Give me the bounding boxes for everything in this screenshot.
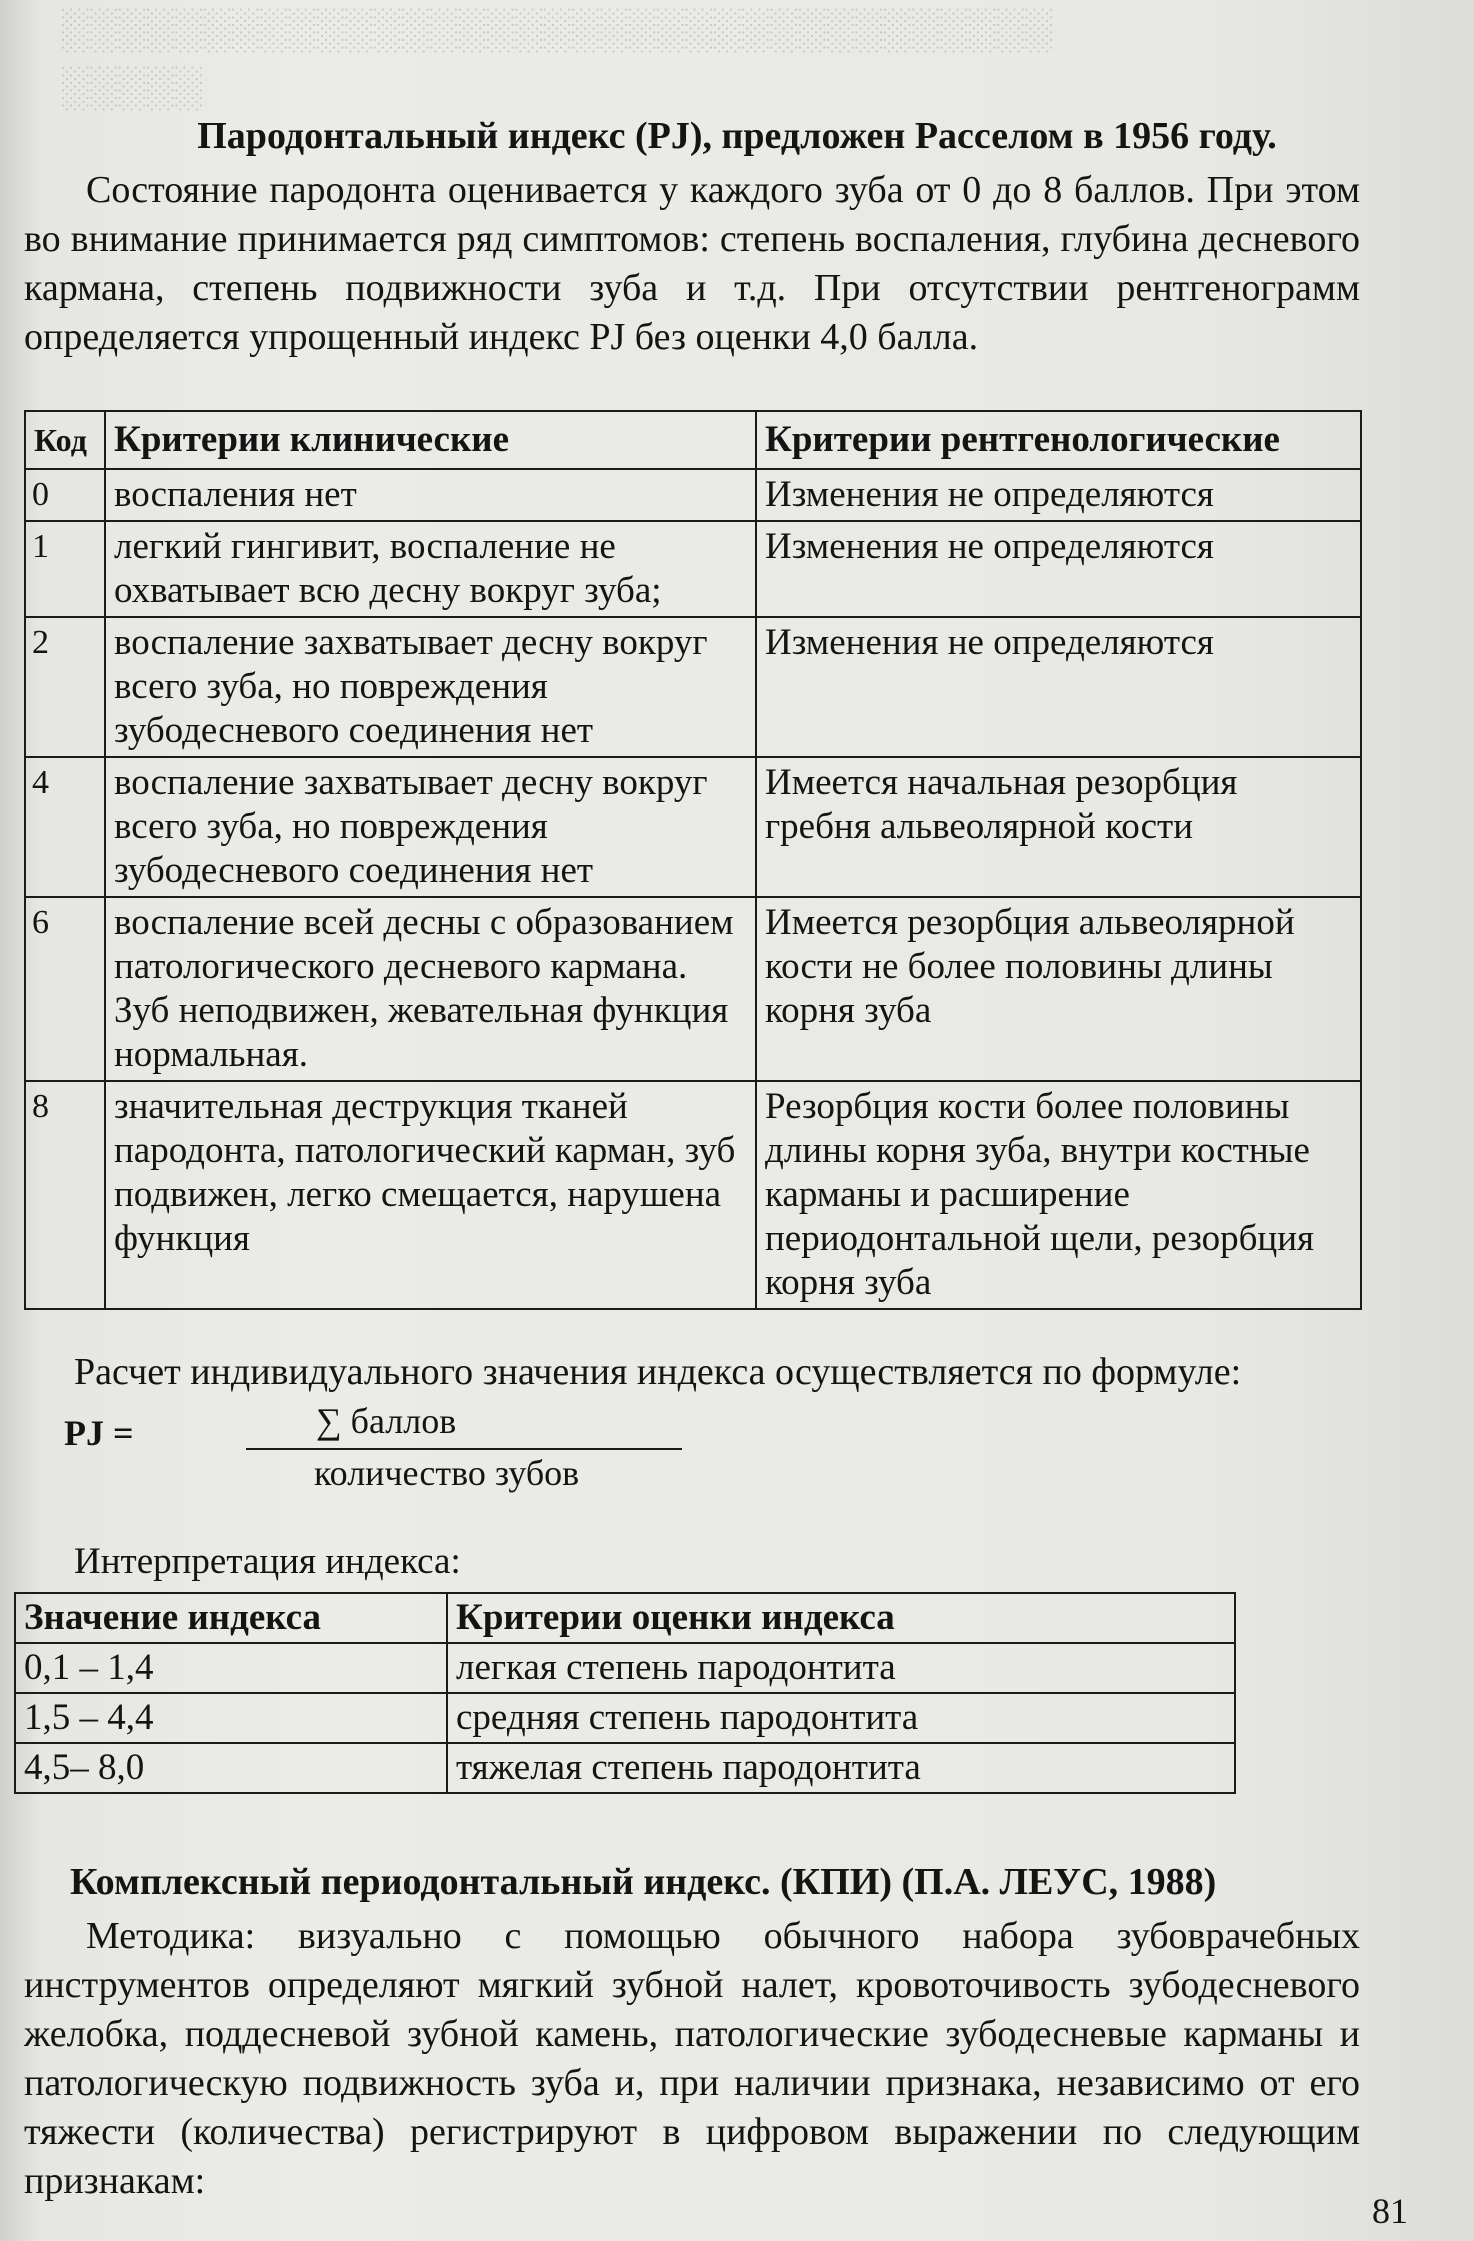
index-value: 4,5– 8,0 [15,1743,447,1793]
row-xray: Имеется начальная резорбция гребня альвеолярной кости [756,757,1361,897]
paragraph-kpi-text: Методика: визуально с помощью обычного набора зубоврачебных инструментов определяют мягкий зубной налет, кровоточивость зубодесневого желобка, поддесневой зубной камень, патологические зубодесневые карманы и патологическую подвижность зуба и, при наличии признака, независимо от его тяжести (количества) регистрируют в цифровом выражении по следующим признакам: [24,1915,1360,2202]
header-index-value: Значение индекса [15,1593,447,1643]
index-value: 0,1 – 1,4 [15,1643,447,1693]
formula-intro [24,1348,1360,1397]
index-criterion: тяжелая степень пародонтита [447,1743,1235,1793]
table-row [25,897,1361,1081]
page-number: 81 [1372,2191,1408,2231]
row-code: 6 [25,897,105,1081]
pj-criteria-table [24,410,1362,1310]
table-row [15,1643,1235,1693]
row-xray: Резорбция кости более половины длины корня зуба, внутри костные карманы и расширение периодонтальной щели, резорбция корня зуба [756,1081,1361,1309]
row-xray: Изменения не определяются [756,469,1361,521]
index-criterion: легкая степень пародонтита [447,1643,1235,1693]
table-row [15,1743,1235,1793]
row-code: 2 [25,617,105,757]
row-code: 8 [25,1081,105,1309]
row-clinical: воспаление захватывает десну вокруг всего зуба, но повреждения зубодесневого соединения нет [105,757,756,897]
fraction-bar [246,1448,682,1450]
interpretation-table [14,1592,1236,1794]
index-value: 1,5 – 4,4 [15,1693,447,1743]
row-code: 0 [25,469,105,521]
table-row [15,1693,1235,1743]
section-title-pj: Пародонтальный индекс (PJ), предложен Расселом в 1956 году. [197,115,1277,157]
formula-denominator: количество зубов [314,1453,580,1493]
header-code: Код [25,411,105,469]
header-xray: Критерии рентгенологические [756,411,1361,469]
row-code: 1 [25,521,105,617]
table-row [25,757,1361,897]
bleed-through-text: ░░░░░░░░░░░░░░░░░░░░░░░░░░░░░░░░░░░ ░░░░░ [60,6,1052,109]
header-criteria: Критерии оценки индекса [447,1593,1235,1643]
table-row [25,1081,1361,1309]
table-header-row [25,411,1361,469]
paragraph-pj-description [24,166,1360,362]
row-xray: Имеется резорбция альвеолярной кости не более половины длины корня зуба [756,897,1361,1081]
paragraph-kpi-method [24,1912,1360,2206]
formula-lhs: PJ = [64,1413,134,1453]
row-clinical: легкий гингивит, воспаление не охватывает всю десну вокруг зуба; [105,521,756,617]
row-clinical: воспаление всей десны с образованием патологического десневого кармана. Зуб неподвижен, жевательная функция нормальная. [105,897,756,1081]
header-clinical: Критерии клинические [105,411,756,469]
formula-intro-text: Расчет индивидуального значения индекса осуществляется по формуле: [74,1351,1242,1393]
table-row [25,617,1361,757]
table-row [25,521,1361,617]
row-xray: Изменения не определяются [756,521,1361,617]
section-title-kpi: Комплексный периодонтальный индекс. (КПИ) (П.А. ЛЕУС, 1988) [70,1861,1217,1903]
row-clinical: значительная деструкция тканей пародонта, патологический карман, зуб подвижен, легко смещается, нарушена функция [105,1081,756,1309]
formula-numerator: ∑ баллов [316,1401,457,1441]
paragraph-pj-text: Состояние пародонта оценивается у каждого зуба от 0 до 8 баллов. При этом во внимание принимается ряд симптомов: степень воспаления, глубина десневого кармана, степень подвижности зуба и т.д. При отсутствии рентгенограмм определяется упрощенный индекс PJ без оценки 4,0 балла. [24,169,1360,358]
table-row [25,469,1361,521]
row-clinical: воспаление захватывает десну вокруг всего зуба, но повреждения зубодесневого соединения нет [105,617,756,757]
interpretation-label: Интерпретация индекса: [74,1541,461,1582]
row-xray: Изменения не определяются [756,617,1361,757]
row-code: 4 [25,757,105,897]
pj-formula [64,1400,664,1493]
index-criterion: средняя степень пародонтита [447,1693,1235,1743]
table-header-row [15,1593,1235,1643]
row-clinical: воспаления нет [105,469,756,521]
